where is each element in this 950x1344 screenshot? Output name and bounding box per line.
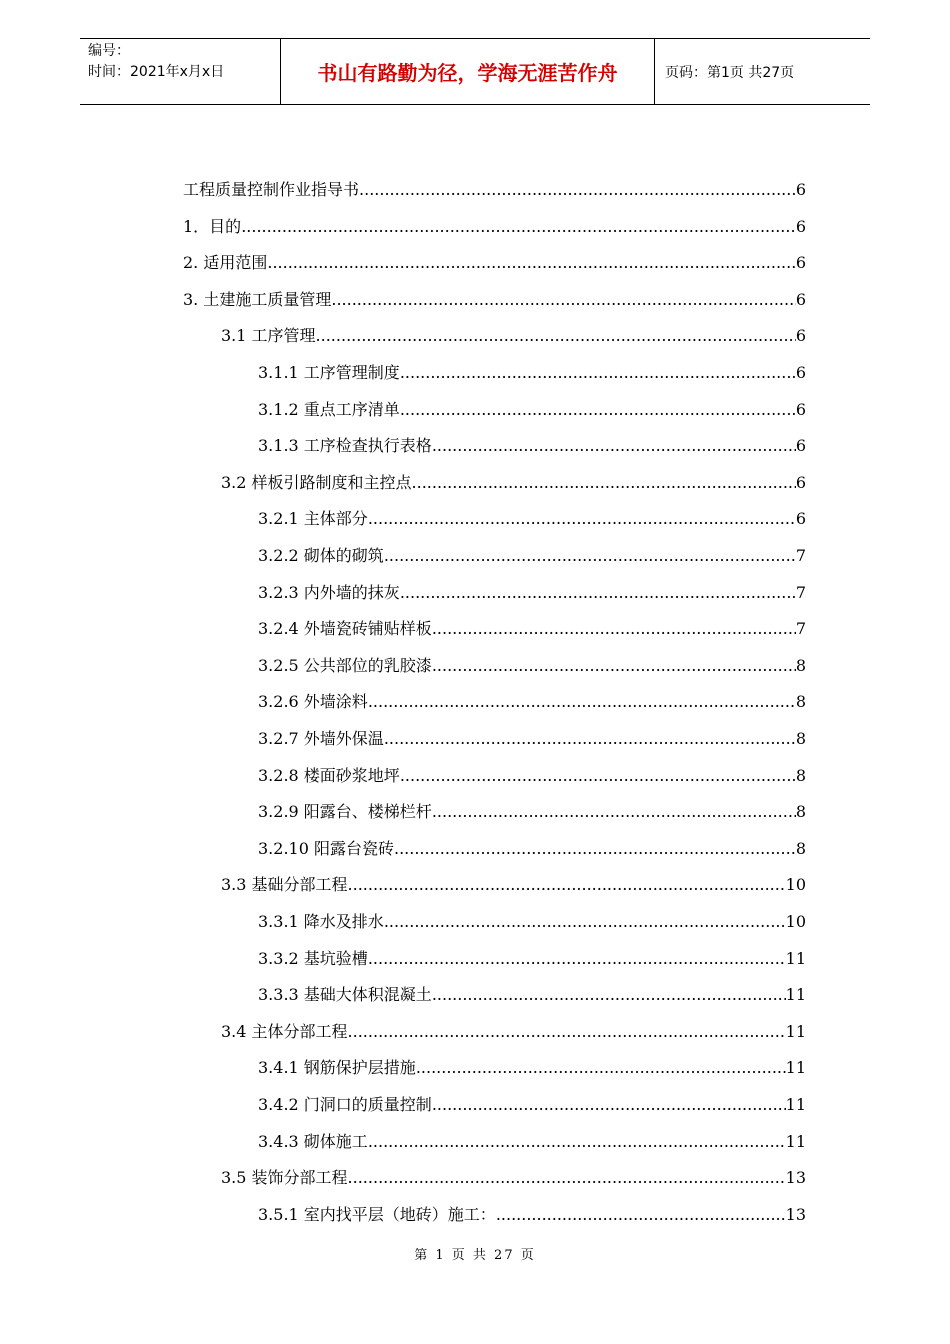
toc-leader-dots — [359, 180, 796, 200]
toc-entry-page: 6 — [795, 509, 806, 528]
toc-entry-label: 3.5 装饰分部工程 — [221, 1168, 348, 1187]
toc-entry[interactable] — [258, 390, 806, 420]
toc-entry-page: 10 — [785, 875, 806, 894]
toc-entry-label: 3.5.1 室内找平层（地砖）施工： — [258, 1205, 496, 1224]
toc-entry-label: 3.4 主体分部工程 — [221, 1022, 348, 1041]
toc-leader-dots — [496, 1205, 786, 1225]
toc-entry[interactable] — [258, 902, 806, 932]
toc-entry-page: 6 — [795, 180, 806, 199]
toc-leader-dots — [267, 253, 795, 273]
toc-entry[interactable] — [258, 1048, 806, 1078]
header-page-info: 页码：第1页 共27页 — [665, 64, 795, 81]
toc-entry-page: 6 — [795, 290, 806, 309]
toc-entry-page: 13 — [785, 1205, 806, 1224]
toc-entry-label: 3.4.3 砌体施工 — [258, 1132, 368, 1151]
toc-entry[interactable] — [258, 499, 806, 529]
toc-entry-label: 3.4.1 钢筋保护层措施 — [258, 1058, 416, 1077]
toc-entry-label: 3.2.4 外墙瓷砖铺贴样板 — [258, 619, 432, 638]
toc-leader-dots — [432, 1095, 786, 1115]
toc-leader-dots — [432, 619, 796, 639]
toc-entry-label: 1．目的 — [183, 217, 242, 236]
toc-leader-dots — [394, 839, 796, 859]
toc-leader-dots — [432, 802, 796, 822]
toc-entry-label: 3.3.1 降水及排水 — [258, 912, 384, 931]
toc-entry[interactable] — [258, 829, 806, 859]
toc-leader-dots — [400, 583, 796, 603]
toc-entry-page: 11 — [785, 1022, 806, 1041]
toc-leader-dots — [400, 400, 796, 420]
toc-entry[interactable] — [258, 756, 806, 786]
toc-leader-dots — [368, 509, 796, 529]
toc-leader-dots — [348, 1168, 786, 1188]
toc-entry[interactable] — [258, 682, 806, 712]
toc-entry-label: 3.3.2 基坑验槽 — [258, 949, 368, 968]
toc-entry[interactable] — [258, 792, 806, 822]
toc-entry[interactable] — [183, 170, 806, 200]
toc-entry[interactable] — [221, 316, 806, 346]
toc-entry[interactable] — [183, 207, 806, 237]
toc-entry-page: 6 — [795, 217, 806, 236]
toc-leader-dots — [432, 656, 796, 676]
toc-entry-label: 3.2.8 楼面砂浆地坪 — [258, 766, 400, 785]
page-header — [80, 38, 870, 105]
toc-leader-dots — [432, 985, 786, 1005]
toc-leader-dots — [241, 217, 796, 237]
toc-entry-label: 3.2.9 阳露台、楼梯栏杆 — [258, 802, 432, 821]
toc-entry[interactable] — [258, 1122, 806, 1152]
toc-entry-page: 7 — [795, 583, 806, 602]
toc-entry-page: 6 — [795, 253, 806, 272]
toc-entry-label: 3.2.1 主体部分 — [258, 509, 368, 528]
toc-entry-label: 3.2.2 砌体的砌筑 — [258, 546, 384, 565]
toc-entry[interactable] — [183, 280, 806, 310]
toc-entry[interactable] — [258, 536, 806, 566]
toc-entry-page: 7 — [795, 619, 806, 638]
toc-entry-page: 11 — [785, 1095, 806, 1114]
toc-entry-page: 11 — [785, 1132, 806, 1151]
toc-entry-label: 3.3.3 基础大体积混凝土 — [258, 985, 432, 1004]
toc-entry-page: 13 — [785, 1168, 806, 1187]
toc-leader-dots — [368, 692, 796, 712]
toc-entry-page: 11 — [785, 1058, 806, 1077]
toc-leader-dots — [348, 875, 786, 895]
toc-entry[interactable] — [221, 1012, 806, 1042]
toc-leader-dots — [416, 1058, 786, 1078]
toc-leader-dots — [368, 1132, 786, 1152]
toc-entry-label: 3.1.1 工序管理制度 — [258, 363, 400, 382]
toc-entry-page: 6 — [795, 400, 806, 419]
toc-entry[interactable] — [258, 1085, 806, 1115]
toc-leader-dots — [384, 546, 796, 566]
toc-entry-page: 8 — [795, 729, 806, 748]
toc-entry[interactable] — [183, 243, 806, 273]
toc-leader-dots — [348, 1022, 786, 1042]
toc-entry[interactable] — [258, 573, 806, 603]
toc-entry-page: 6 — [795, 363, 806, 382]
toc-entry-label: 3.3 基础分部工程 — [221, 875, 348, 894]
toc-entry-page: 8 — [795, 766, 806, 785]
toc-entry-page: 8 — [795, 839, 806, 858]
toc-entry-label: 3.2.6 外墙涂料 — [258, 692, 368, 711]
toc-entry-label: 3.2.3 内外墙的抹灰 — [258, 583, 400, 602]
toc-entry[interactable] — [258, 939, 806, 969]
toc-entry-label: 3. 土建施工质量管理 — [183, 290, 332, 309]
toc-entry[interactable] — [221, 865, 806, 895]
toc-entry-label: 3.1 工序管理 — [221, 326, 316, 345]
toc-leader-dots — [384, 912, 786, 932]
toc-leader-dots — [331, 290, 795, 310]
toc-entry-page: 11 — [785, 949, 806, 968]
page-footer: 第 1 页 共 27 页 — [414, 1248, 536, 1263]
toc-entry-page: 8 — [795, 802, 806, 821]
toc-entry-page: 8 — [795, 692, 806, 711]
toc-entry[interactable] — [258, 609, 806, 639]
toc-entry-label: 3.2 样板引路制度和主控点 — [221, 473, 412, 492]
toc-entry-label: 3.4.2 门洞口的质量控制 — [258, 1095, 432, 1114]
toc-entry-page: 8 — [795, 656, 806, 675]
toc-leader-dots — [432, 436, 796, 456]
document-number-label: 编号： — [88, 43, 130, 59]
toc-entry-label: 3.1.2 重点工序清单 — [258, 400, 400, 419]
header-meta — [80, 39, 281, 104]
toc-leader-dots — [400, 766, 796, 786]
toc-entry[interactable] — [258, 426, 806, 456]
toc-entry[interactable] — [258, 975, 806, 1005]
toc-entry[interactable] — [221, 463, 806, 493]
toc-entry-page: 6 — [795, 473, 806, 492]
toc-entry[interactable] — [258, 353, 806, 383]
toc-leader-dots — [384, 729, 796, 749]
toc-entry[interactable] — [258, 1195, 806, 1225]
toc-entry-page: 10 — [785, 912, 806, 931]
toc-entry[interactable] — [221, 1158, 806, 1188]
toc-entry-label: 3.2.5 公共部位的乳胶漆 — [258, 656, 432, 675]
toc-entry-page: 6 — [795, 436, 806, 455]
toc-leader-dots — [316, 326, 796, 346]
toc-leader-dots — [412, 473, 796, 493]
toc-entry[interactable] — [258, 646, 806, 676]
toc-entry-page: 6 — [795, 326, 806, 345]
toc-entry-label: 工程质量控制作业指导书 — [183, 180, 360, 199]
toc-leader-dots — [400, 363, 796, 383]
toc-entry-label: 3.2.10 阳露台瓷砖 — [258, 839, 394, 858]
toc-entry[interactable] — [258, 719, 806, 749]
toc-leader-dots — [368, 949, 786, 969]
document-time: 时间：2021年x月x日 — [88, 64, 225, 80]
toc-entry-label: 3.1.3 工序检查执行表格 — [258, 436, 432, 455]
header-motto: 书山有路勤为径，学海无涯苦作舟 — [281, 39, 655, 104]
toc-entry-label: 3.2.7 外墙外保温 — [258, 729, 384, 748]
toc-entry-page: 7 — [795, 546, 806, 565]
toc-entry-page: 11 — [785, 985, 806, 1004]
toc-entry-label: 2. 适用范围 — [183, 253, 268, 272]
